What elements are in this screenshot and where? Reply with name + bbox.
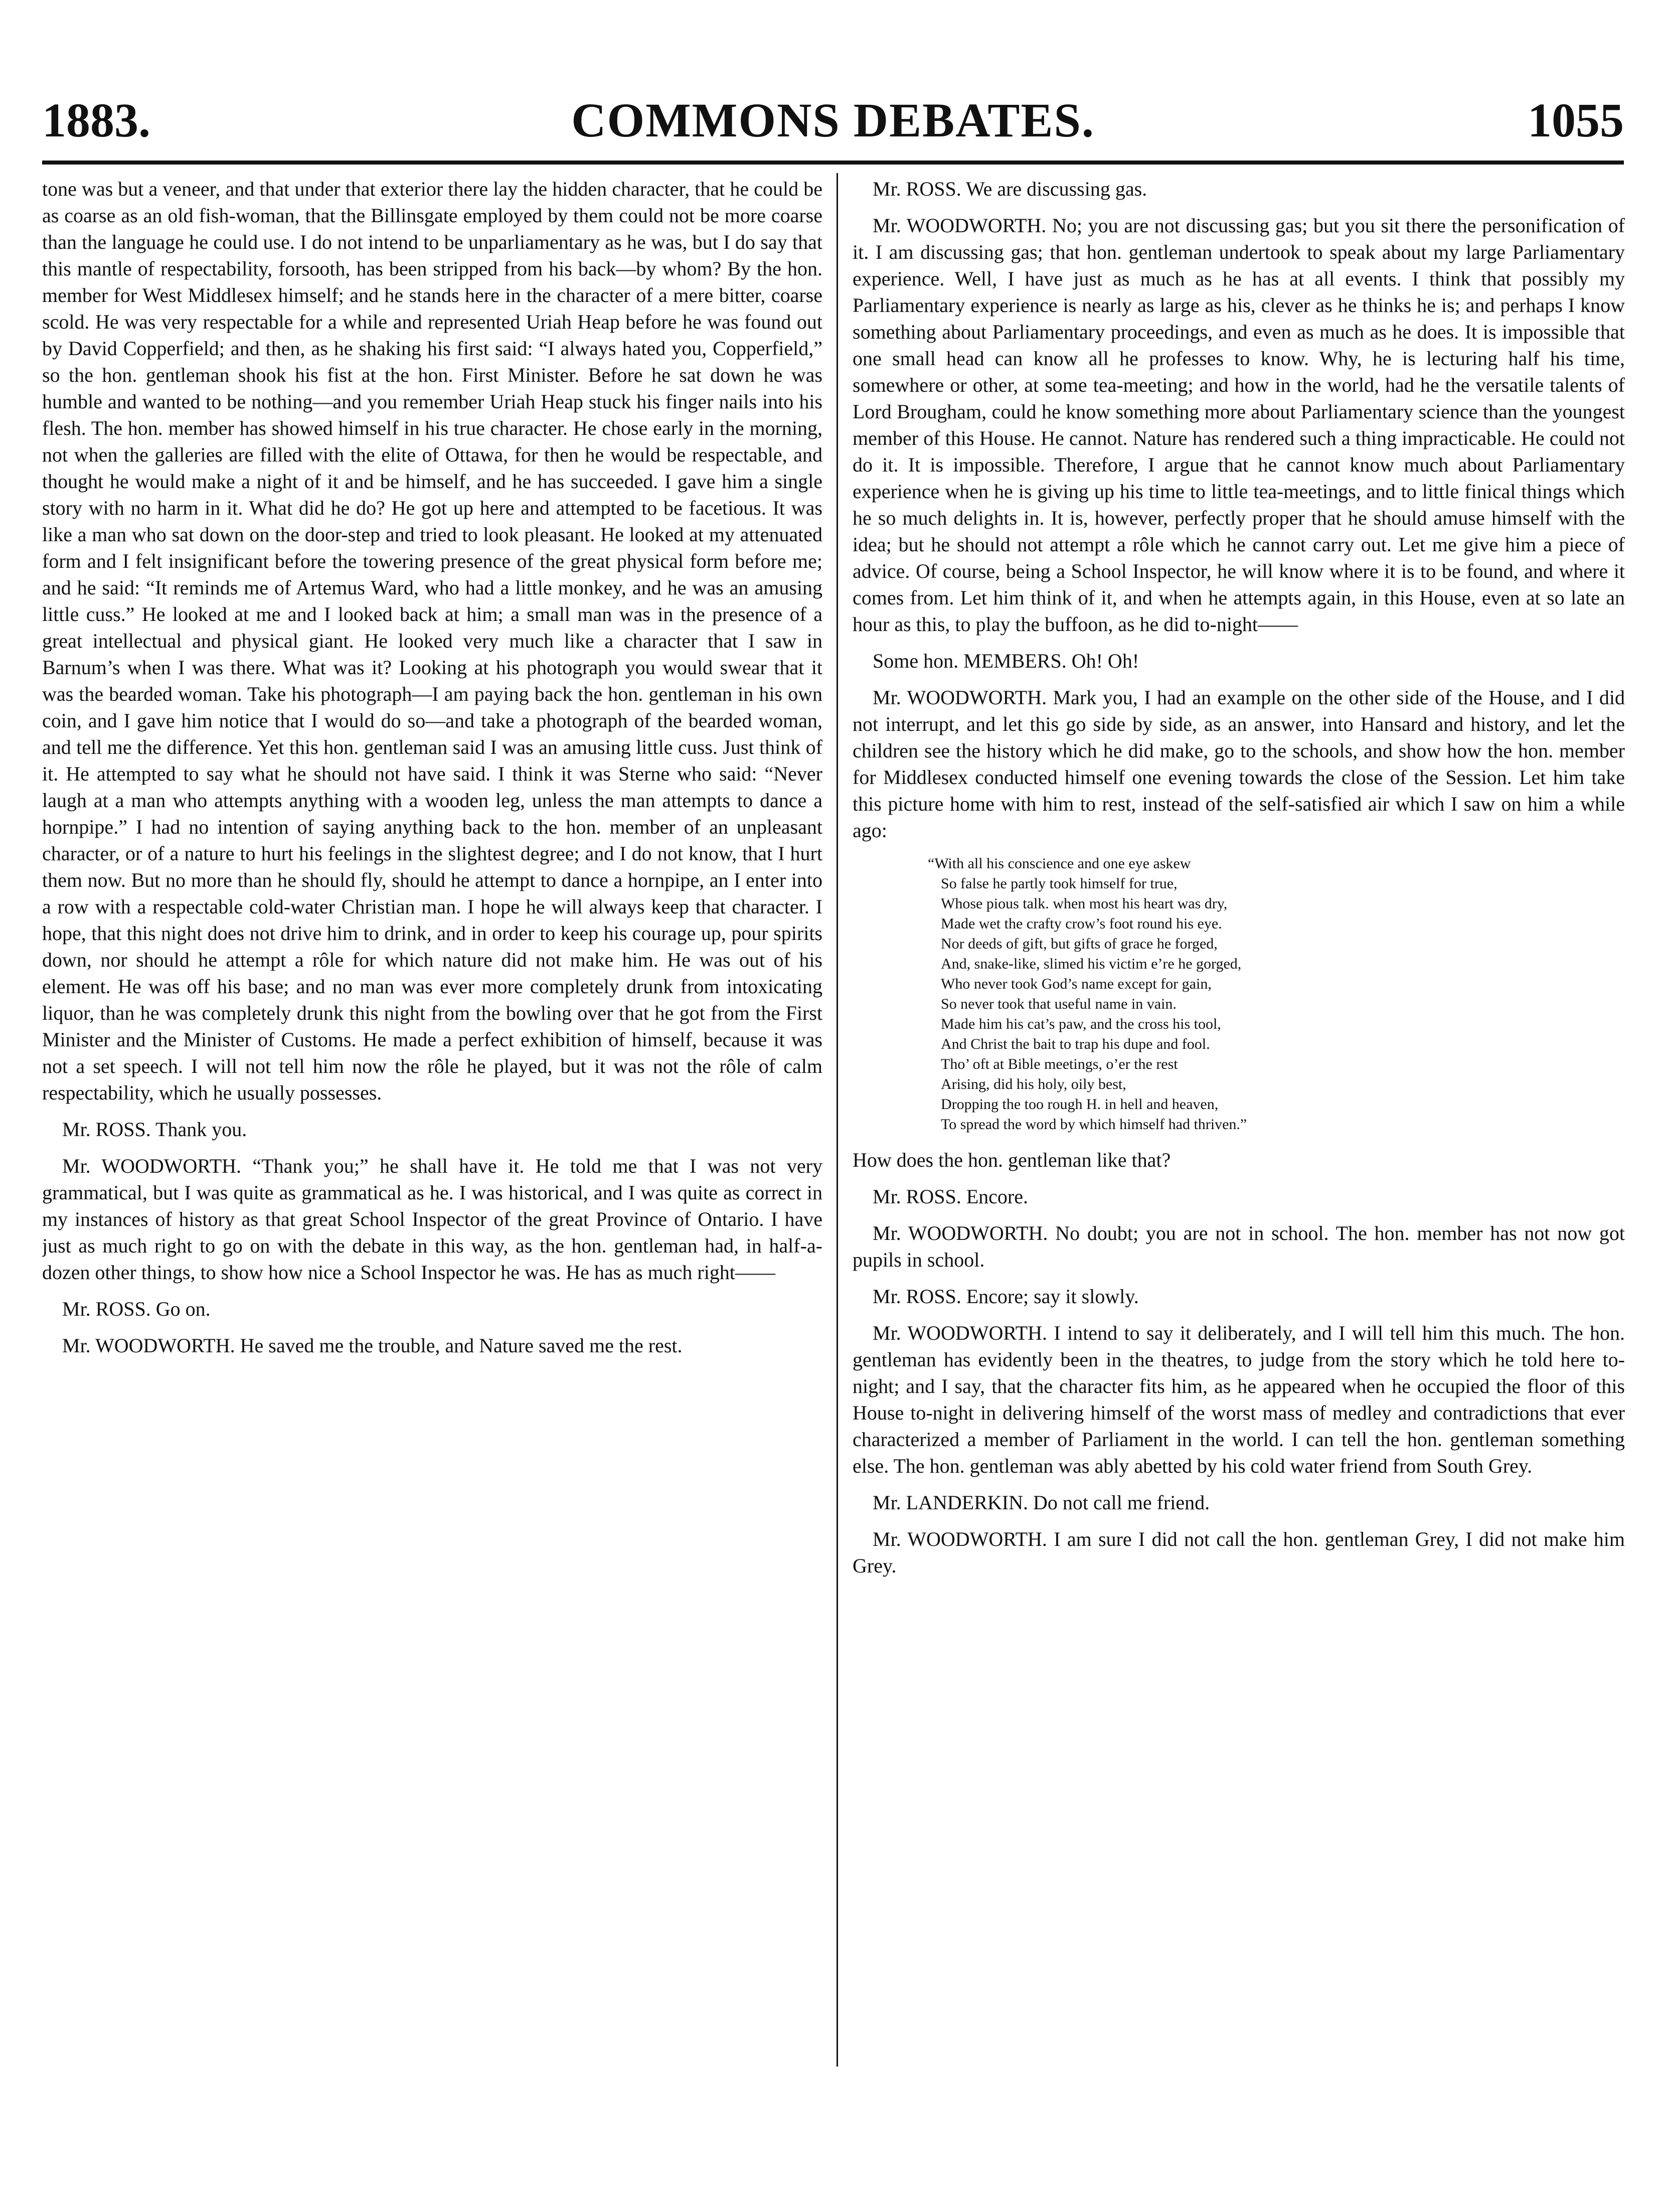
right-column	[853, 176, 1625, 2067]
column-divider	[837, 173, 838, 2067]
speech-paragraph: Mr. WOODWORTH. “Thank you;” he shall have it. He told me that I was not very grammatical, but I was quite as grammatical as he. I was historical, and I was quite as correct in my instances of history as that great School Inspector of the great Province of Ontario. I have just as much right to go on with the debate in this way, as the hon. gentleman had, in half-a-dozen other things, to show how nice a School Inspector he was. He has as much right——	[42, 1155, 822, 1284]
poem-line: “With all his conscience and one eye askew	[928, 855, 1191, 872]
right-column-bottom	[853, 1147, 1625, 1579]
quoted-poem	[928, 854, 1625, 1135]
speech-paragraph: Mr. WOODWORTH. He saved me the trouble, and Nature saved me the rest.	[62, 1334, 683, 1357]
speech-paragraph: Mr. LANDERKIN. Do not call me friend.	[873, 1491, 1210, 1514]
page-header	[42, 90, 1624, 155]
speech-paragraph: tone was but a veneer, and that under that exterior there lay the hidden character, that he could be as coarse as an old fish-woman, that the Billinsgate employed by them could not be more coarse than the language he could use. I do not intend to be unparliamentary as he was, but I do say that this mantle of respectability, forsooth, has been stripped from his back—by whom? By the hon. member for West Middlesex himself; and he stands here in the character of a mere bitter, coarse scold. He was very respectable for a while and represented Uriah Heap before he was found out by David Copperfield; and then, as he shaking his first said: “I always hated you, Copperfield,” so the hon. gentleman shook his fist at the hon. First Minister. Before he sat down he was humble and wanted to be nothing—and you remember Uriah Heap stuck his finger nails into his flesh. The hon. member has showed himself in his true character. He chose early in the morning, not when the galleries are filled with the elite of Ottawa, for then he would be respectable, and thought he would make a night of it and be himself, and he has succeeded. I gave him a single story with no harm in it. What did he do? He got up here and attempted to be facetious. It was like a man who sat down on the door-step and tried to look pleasant. He looked at my attenuated form and I felt insignificant before the towering presence of the great physical form before me; and he said: “It reminds me of Artemus Ward, who had a little monkey, and he was an amusing little cuss.” He looked at me and I looked back at him; a small man was in the presence of a great intellectual and physical giant. He looked very much like a character that I saw in Barnum’s when I was there. What was it? Looking at his photograph you would swear that it was the bearded woman. Take his photograph—I am paying back the hon. gentleman in his own coin, and I gave him notice that I would do so—and take a photograph of the bearded woman, and tell me the difference. Yet this hon. gentleman said I was an amusing little cuss. Just think of it. He attempted to say what he should not have said. I think it was Sterne who said: “Never laugh at a man who attempts anything with a wooden leg, unless the man attempts to dance a hornpipe.” I had no intention of saying anything back to the hon. member of an unpleasant character, or of a nature to hurt his feelings in the slightest degree; and I do not know, that I hurt them now. But no more than he should fly, should he attempt to dance a hornpipe, an I enter into a row with a respectable cold-water Christian man. I hope he will always keep that character. I hope, that this night does not drive him to drink, and in order to keep his courage up, pour spirits down, nor should he attempt a rôle for which nature did not make him. He was out of his element. He was off his base; and no man was ever more completely drunk from intoxicating liquor, than he was completely drunk this night from the bowling over that he got from the First Minister and the Minister of Customs. He made a perfect exhibition of himself, because it was not a set speech. I will not tell him now the rôle he played, but it was not the rôle of calm respectability, which he usually possesses.	[42, 178, 822, 1104]
speech-paragraph: Mr. WOODWORTH. Mark you, I had an example on the other side of the House, and I did not interrupt, and let this go side by side, as an answer, into Hansard and history, and let the children see the history which he did make, go to the schools, and show how the hon. member for Middlesex conducted himself one evening towards the close of the Session. Let him take this picture home with him to rest, instead of the self-satisfied air which I saw on him a while ago:	[853, 686, 1625, 842]
speech-paragraph: Mr. WOODWORTH. I am sure I did not call the hon. gentleman Grey, I did not make him Grey.	[853, 1528, 1625, 1577]
speech-paragraph: Some hon. MEMBERS. Oh! Oh!	[873, 650, 1139, 672]
poem-line: Whose pious talk. when most his heart was dry,	[941, 895, 1228, 912]
header-title: COMMONS DEBATES.	[571, 93, 1095, 147]
header-rule	[42, 161, 1624, 165]
speech-paragraph: Mr. ROSS. Thank you.	[62, 1118, 247, 1141]
page-number: 1055	[1528, 93, 1624, 147]
poem-line: So false he partly took himself for true,	[941, 875, 1178, 892]
right-column-top	[853, 176, 1625, 844]
speech-paragraph: Mr. ROSS. Go on.	[62, 1298, 211, 1320]
speech-paragraph: Mr. ROSS. Encore.	[873, 1185, 1028, 1208]
poem-line: Arising, did his holy, oily best,	[941, 1076, 1126, 1092]
speech-paragraph: Mr. WOODWORTH. No; you are not discussing gas; but you sit there the personification of it. I am discussing gas; that hon. gentleman undertook to speak about my large Parliamentary experience. Well, I have just as much as he has at all events. I think that possibly my Parliamentary experience is nearly as large as his, clever as he thinks he is; and perhaps I know something about Parliamentary proceedings, and even as much as he does. It is impossible that one small head can know all he professes to know. Why, he is lecturing half his time, somewhere or other, at some tea-meeting; and how in the world, had he the versatile talents of Lord Brougham, could he know something more about Parliamentary science than the youngest member of this House. He cannot. Nature has rendered such a thing impracticable. He could not do it. It is impossible. Therefore, I argue that he cannot know much about Parliamentary experience when he is giving up his time to little tea-meetings, and to little finical things which he so much delights in. It is, however, perfectly proper that he should amuse himself with the idea; but he should not attempt a rôle which he cannot carry out. Let me give him a piece of advice. Of course, being a School Inspector, he will know where it is to be found, and where it comes from. Let him think of it, and when he attempts again, in this House, even at so late an hour as this, to play the buffoon, as he did to-night——	[853, 214, 1625, 636]
poem-line: Made wet the crafty crow’s foot round his eye.	[941, 915, 1222, 932]
poem-line: And, snake-like, slimed his victim e’re he gorged,	[941, 956, 1242, 972]
speech-paragraph: Mr. WOODWORTH. I intend to say it deliberately, and I will tell him this much. The hon. gentleman has evidently been in the theatres, to judge from the story which he told here to-night; and I say, that the character fits him, as he appeared when he occupied the floor of this House to-night in delivering himself of the worst mass of medley and contradictions that ever characterized a member of Parliament in the world. I can tell the hon. gentleman something else. The hon. gentleman was ably abetted by his cold water friend from South Grey.	[853, 1322, 1625, 1477]
poem-line: To spread the word by which himself had thriven.”	[941, 1116, 1247, 1133]
poem-line: Who never took God’s name except for gain,	[941, 976, 1212, 992]
poem-line: Made him his cat’s paw, and the cross his tool,	[941, 1016, 1221, 1032]
poem-line: And Christ the bait to trap his dupe and fool.	[941, 1036, 1210, 1052]
speech-paragraph: Mr. WOODWORTH. No doubt; you are not in school. The hon. member has not now got pupils in school.	[853, 1222, 1625, 1271]
poem-line: So never took that useful name in vain.	[941, 996, 1177, 1012]
speech-paragraph: Mr. ROSS. We are discussing gas.	[873, 178, 1147, 200]
speech-paragraph: How does the hon. gentleman like that?	[853, 1149, 1171, 1171]
left-column	[42, 176, 822, 2067]
speech-paragraph: Mr. ROSS. Encore; say it slowly.	[873, 1285, 1139, 1308]
poem-line: Dropping the too rough H. in hell and heaven,	[941, 1096, 1219, 1113]
header-year: 1883.	[42, 93, 150, 147]
poem-line: Nor deeds of gift, but gifts of grace he forged,	[941, 935, 1218, 952]
poem-line: Tho’ oft at Bible meetings, o’er the rest	[941, 1056, 1178, 1072]
